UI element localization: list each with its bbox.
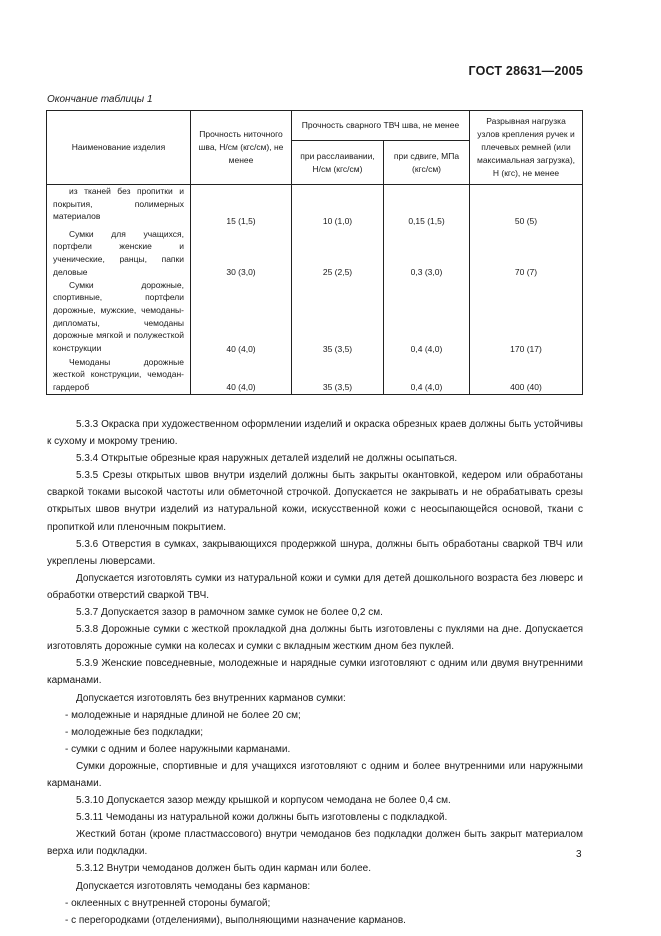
list-item: - оклеенных с внутренней стороны бумагой;: [65, 897, 271, 909]
header-shear: при сдвиге, МПа (кгс/см): [384, 141, 470, 185]
body-text: [47, 416, 583, 929]
table-row: [47, 185, 583, 228]
paragraph: Допускается изготовлять без внутренних карманов сумки:: [76, 692, 346, 704]
paragraph: 5.3.12 Внутри чемоданов должен быть один карман или более.: [76, 863, 371, 875]
table-row: [47, 356, 583, 395]
document-code: ГОСТ 28631—2005: [468, 64, 583, 78]
table-row: [47, 279, 583, 356]
paragraph: Допускается изготовлять сумки из натуральной кожи и сумки для детей дошкольного возраста без люверс и обработки отверстий сваркой ТВЧ.: [47, 572, 583, 601]
list-item: - молодежные без подкладки;: [65, 726, 204, 738]
paragraph: 5.3.9 Женские повседневные, молодежные и нарядные сумки изготовляют с одним или двумя внутренними карманами.: [47, 658, 583, 687]
product-name-text: Сумки для учащихся, портфели женские и ученические, ранцы, папки деловые: [53, 228, 184, 277]
paragraph: 5.3.10 Допускается зазор между крышкой и корпусом чемодана не более 0,4 см.: [76, 795, 451, 807]
list-item: - молодежные и нарядные длиной не более 20 см;: [65, 709, 301, 721]
thread-strength-cell: 40 (4,0): [191, 279, 292, 356]
thread-strength-cell: 40 (4,0): [191, 356, 292, 395]
product-name-cell: [47, 185, 191, 228]
delamination-cell: 35 (3,5): [292, 356, 384, 395]
breaking-load-cell: 50 (5): [470, 185, 583, 228]
header-delamination: при расслаивании, Н/см (кгс/см): [292, 141, 384, 185]
header-hf-weld-strength: Прочность сварного ТВЧ шва, не менее: [292, 111, 470, 141]
product-name-cell: [47, 228, 191, 279]
paragraph: 5.3.5 Срезы открытых швов внутри изделий должны быть закрыты окантовкой, кедером или обработаны сваркой токами высокой частоты или обметочной строчкой. Допускается не закрывать и не обрабатывать срезы открытых швов внутри изделий из натуральной кожи, искусственной кожи с неосыпающейся основой, ткани с пропиткой или пленочным покрытием.: [47, 470, 583, 533]
breaking-load-cell: 400 (40): [470, 356, 583, 395]
shear-cell: 0,15 (1,5): [384, 185, 470, 228]
paragraph: 5.3.3 Окраска при художественном оформлении изделий и окраска обрезных краев должны быть устойчивы к сухому и мокрому трению.: [47, 419, 583, 448]
paragraph: 5.3.4 Открытые обрезные края наружных деталей изделий не должны осыпаться.: [76, 453, 458, 465]
delamination-cell: 25 (2,5): [292, 228, 384, 279]
list-item: - с перегородками (отделениями), выполняющими назначение карманов.: [65, 914, 406, 926]
header-name: Наименование изделия: [47, 111, 191, 185]
paragraph: 5.3.11 Чемоданы из натуральной кожи должны быть изготовлены с подкладкой.: [76, 812, 448, 824]
product-name-text: Сумки дорожные, спортивные, портфели дорожные, мужские, чемоданы-дипломаты, чемоданы дорожные мягкой и полужесткой конструкции: [53, 279, 184, 354]
paragraph: 5.3.8 Дорожные сумки с жесткой прокладкой дна должны быть изготовлены с пуклями на дне. Допускается изготовлять дорожные сумки на колесах и сумки с вкладным жестким дном без пуклей.: [47, 624, 583, 653]
thread-strength-cell: 15 (1,5): [191, 185, 292, 228]
paragraph: Допускается изготовлять чемоданы без карманов:: [76, 880, 311, 892]
delamination-cell: 35 (3,5): [292, 279, 384, 356]
shear-cell: 0,4 (4,0): [384, 279, 470, 356]
table-caption: Окончание таблицы 1: [47, 94, 153, 105]
thread-strength-cell: 30 (3,0): [191, 228, 292, 279]
table-row: [47, 228, 583, 279]
shear-cell: 0,3 (3,0): [384, 228, 470, 279]
product-name-cell: [47, 356, 191, 395]
breaking-load-cell: 170 (17): [470, 279, 583, 356]
paragraph: 5.3.6 Отверстия в сумках, закрывающихся продержкой шнура, должны быть обработаны сваркой ТВЧ или укреплены люверсами.: [47, 538, 583, 567]
requirements-table: [46, 110, 583, 395]
list-item: - сумки с одним и более наружными карманами.: [65, 743, 291, 755]
header-thread-strength: Прочность ниточного шва, Н/см (кгс/см), не менее: [191, 111, 292, 185]
product-name-cell: [47, 279, 191, 356]
paragraph: Сумки дорожные, спортивные и для учащихся изготовляют с одним и более внутренними или наружными карманами.: [47, 760, 583, 789]
breaking-load-cell: 70 (7): [470, 228, 583, 279]
paragraph: 5.3.7 Допускается зазор в рамочном замке сумок не более 0,2 см.: [76, 607, 383, 619]
delamination-cell: 10 (1,0): [292, 185, 384, 228]
page-number: 3: [576, 849, 582, 860]
product-name-text: из тканей без пропитки и покрытия, полимерных материалов: [53, 186, 184, 222]
product-name-text: Чемоданы дорожные жесткой конструкции, чемодан-гардероб: [53, 356, 184, 392]
paragraph: Жесткий ботан (кроме пластмассового) внутри чемоданов без подкладки должен быть закрыт материалом верха или подкладки.: [47, 829, 583, 858]
header-breaking-load: Разрывная нагрузка узлов крепления ручек и плечевых ремней (или максимальная загрузка), Н (кгс), не менее: [470, 111, 583, 185]
shear-cell: 0,4 (4,0): [384, 356, 470, 395]
